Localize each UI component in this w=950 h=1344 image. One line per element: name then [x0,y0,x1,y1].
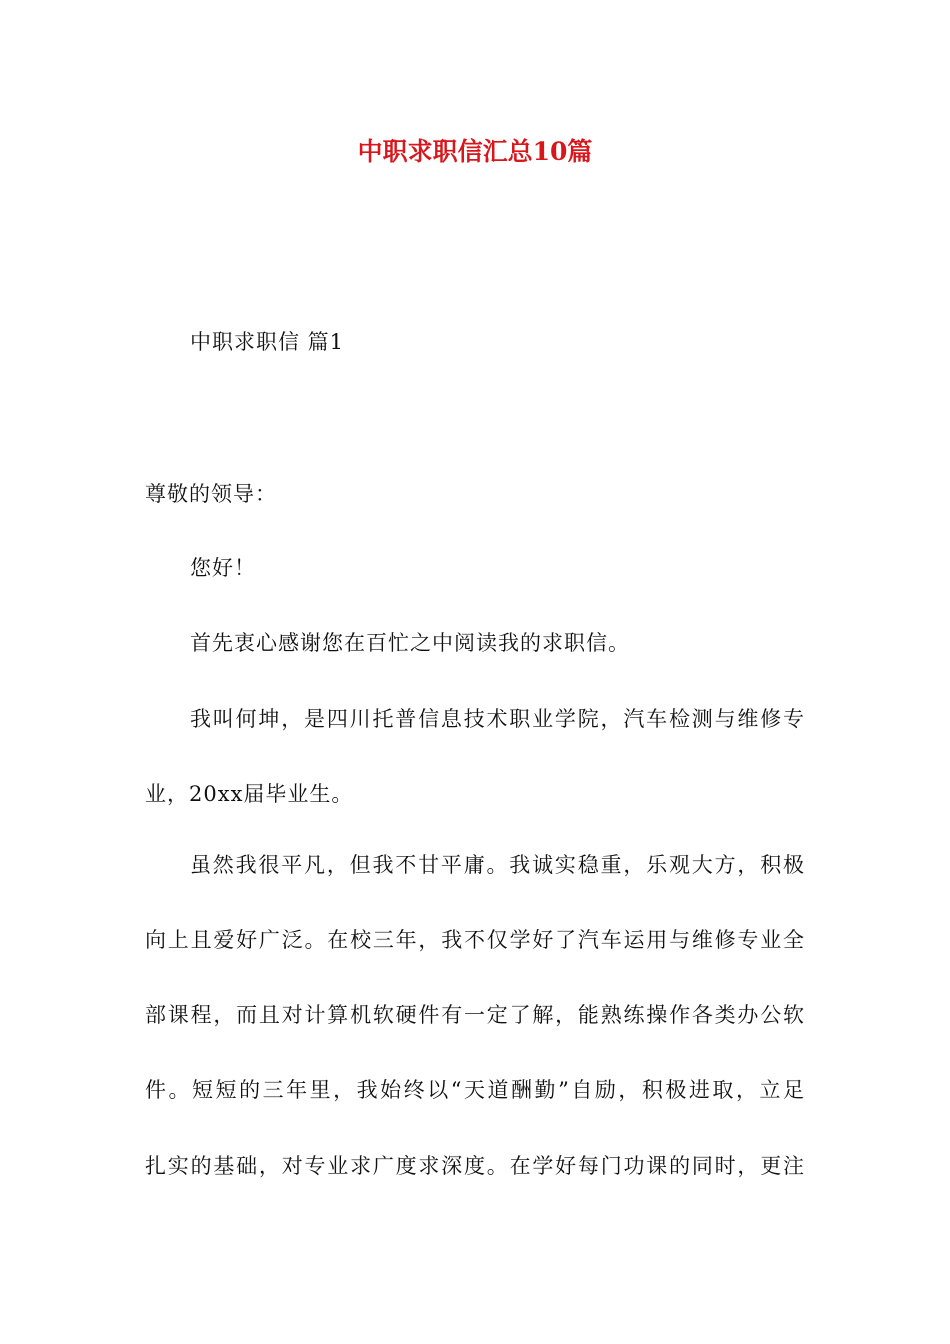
salutation: 尊敬的领导： [145,482,277,506]
document-title: 中职求职信汇总10篇 [357,137,593,166]
paragraph-line: 部课程，而且对计算机软硬件有一定了解，能熟练操作各类办公软 [145,1003,805,1027]
section-heading: 中职求职信 篇1 [190,330,345,354]
paragraph-line: 首先衷心感谢您在百忙之中阅读我的求职信。 [190,631,630,655]
greeting: 您好！ [190,556,256,580]
paragraph-line: 件。短短的三年里，我始终以“天道酬勤”自励，积极进取，立足 [145,1078,805,1102]
paragraph-line: 扎实的基础，对专业求广度求深度。在学好每门功课的同时，更注 [145,1154,805,1178]
paragraph-line: 向上且爱好广泛。在校三年，我不仅学好了汽车运用与维修专业全 [145,928,805,952]
paragraph-line: 我叫何坤，是四川托普信息技术职业学院，汽车检测与维修专 [190,707,805,731]
paragraph-line: 业，20xx届毕业生。 [145,782,354,806]
paragraph-line: 虽然我很平凡，但我不甘平庸。我诚实稳重，乐观大方，积极 [190,853,805,877]
